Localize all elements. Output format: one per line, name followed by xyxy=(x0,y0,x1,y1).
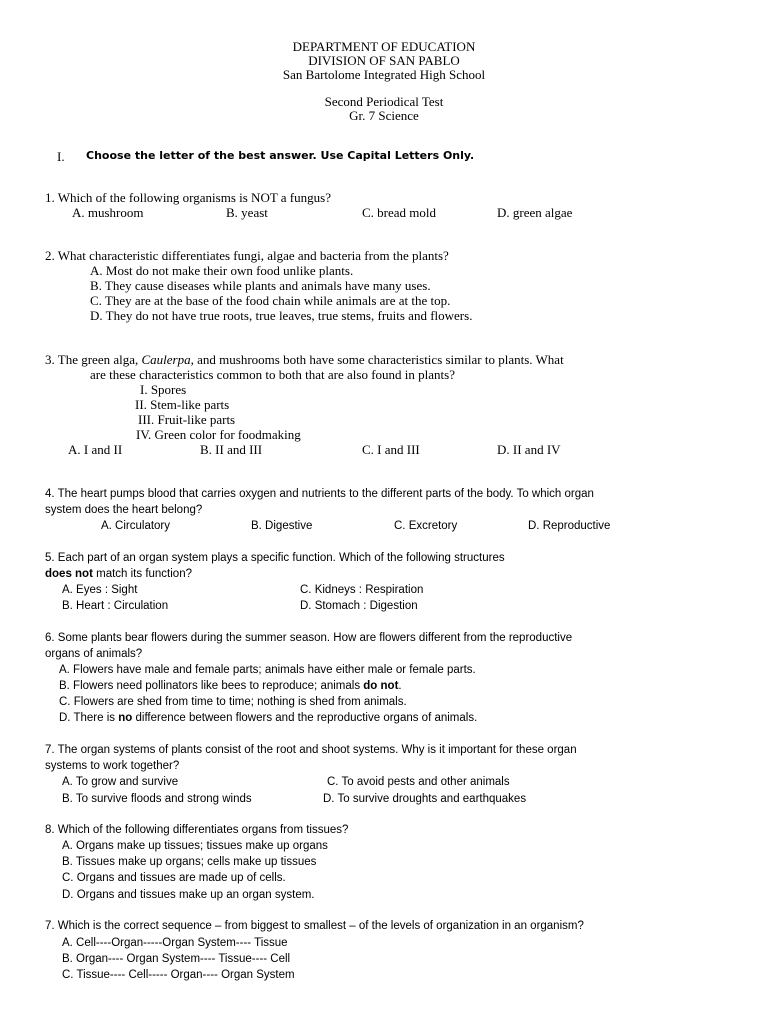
question-3-item-2: II. Stem-like parts xyxy=(135,397,230,412)
question-3-stem xyxy=(45,352,564,367)
question-6-choice-d-end: difference between flowers and the reproductive organs of animals. xyxy=(132,712,478,724)
question-4-choice-c: C. Excretory xyxy=(394,520,458,532)
question-1-choice-a: A. mushroom xyxy=(72,205,144,220)
question-6-stem-line-2: organs of animals? xyxy=(45,648,143,660)
question-3-choice-a: A. I and II xyxy=(68,442,123,457)
question-4-choice-a: A. Circulatory xyxy=(101,520,171,532)
school-name: San Bartolome Integrated High School xyxy=(282,67,486,82)
question-5-choice-c: C. Kidneys : Respiration xyxy=(300,584,424,596)
question-8-choice-d: D. Organs and tissues make up an organ system. xyxy=(62,889,315,901)
division-heading: DIVISION OF SAN PABLO xyxy=(308,53,460,68)
question-4-stem-line-2: system does the heart belong? xyxy=(45,504,203,516)
question-4-choice-b: B. Digestive xyxy=(251,520,313,532)
question-8-stem: 8. Which of the following differentiates organs from tissues? xyxy=(45,824,349,836)
question-5-stem-line-2 xyxy=(45,566,192,582)
question-5-stem: 5. Each part of an organ system plays a specific function. Which of the following structures xyxy=(45,552,505,564)
question-6-choice-d-emphasis: no xyxy=(118,712,133,724)
question-3-choice-c: C. I and III xyxy=(362,442,420,457)
question-3-stem-line-2: are these characteristics common to both that are also found in plants? xyxy=(90,367,455,382)
question-6-choice-b-start: B. Flowers need pollinators like bees to reproduce; animals xyxy=(59,680,364,692)
question-7-choice-a: A. To grow and survive xyxy=(62,776,179,788)
section-number: I. xyxy=(57,149,65,164)
question-7-choice-d: D. To survive droughts and earthquakes xyxy=(323,793,527,805)
question-2-choice-d: D. They do not have true roots, true leaves, true stems, fruits and flowers. xyxy=(90,308,473,323)
question-7-choice-b: B. To survive floods and strong winds xyxy=(62,793,252,805)
question-2-choice-a: A. Most do not make their own food unlike plants. xyxy=(90,263,354,278)
question-8-choice-a: A. Organs make up tissues; tissues make up organs xyxy=(62,840,328,852)
grade-subject: Gr. 7 Science xyxy=(349,108,419,123)
question-2-choice-b: B. They cause diseases while plants and animals have many uses. xyxy=(90,278,431,293)
question-3-item-3: III. Fruit-like parts xyxy=(138,412,236,427)
question-3-stem-species: Caulerpa, xyxy=(141,352,194,367)
question-5-emphasis: does not xyxy=(45,568,93,580)
question-6-choice-b-end: . xyxy=(398,680,402,692)
question-7-stem: 7. The organ systems of plants consist of the root and shoot systems. Why is it important for these organ xyxy=(45,744,577,756)
question-5-choice-a: A. Eyes : Sight xyxy=(62,584,138,596)
question-4-stem: 4. The heart pumps blood that carries oxygen and nutrients to the different parts of the body. To which organ xyxy=(45,488,594,500)
question-1-stem: 1. Which of the following organisms is NOT a fungus? xyxy=(45,190,331,205)
question-6-stem: 6. Some plants bear flowers during the summer season. How are flowers different from the reproductive xyxy=(45,632,573,644)
question-7-choice-c: C. To avoid pests and other animals xyxy=(327,776,510,788)
question-2-choice-c: C. They are at the base of the food chain while animals are at the top. xyxy=(90,293,451,308)
question-9-choice-c: C. Tissue---- Cell----- Organ---- Organ System xyxy=(62,969,295,981)
question-5-choice-d: D. Stomach : Digestion xyxy=(300,600,418,612)
question-6-choice-b xyxy=(59,678,402,694)
question-1-choice-b: B. yeast xyxy=(226,205,268,220)
question-3-item-4: IV. Green color for foodmaking xyxy=(136,427,301,442)
question-1-choice-c: C. bread mold xyxy=(362,205,437,220)
question-8-choice-c: C. Organs and tissues are made up of cells. xyxy=(62,872,286,884)
question-6-choice-c: C. Flowers are shed from time to time; nothing is shed from animals. xyxy=(59,696,407,708)
department-heading: DEPARTMENT OF EDUCATION xyxy=(292,39,476,54)
question-7-stem-line-2: systems to work together? xyxy=(45,760,180,772)
question-6-choice-a: A. Flowers have male and female parts; animals have either male or female parts. xyxy=(59,664,476,676)
question-6-choice-d-start: D. There is xyxy=(59,712,119,724)
question-4-choice-d: D. Reproductive xyxy=(528,520,611,532)
section-instructions: Choose the letter of the best answer. Use Capital Letters Only. xyxy=(86,149,475,162)
question-3-stem-start: 3. The green alga, xyxy=(45,352,142,367)
question-9-choice-b: B. Organ---- Organ System---- Tissue---- Cell xyxy=(62,953,291,965)
question-9-choice-a: A. Cell----Organ-----Organ System---- Tissue xyxy=(62,937,288,949)
question-3-choice-d: D. II and IV xyxy=(497,442,561,457)
question-5-stem-rest: match its function? xyxy=(92,568,192,580)
question-3-choice-b: B. II and III xyxy=(200,442,263,457)
question-6-choice-b-emphasis: do not xyxy=(363,680,399,692)
test-title: Second Periodical Test xyxy=(324,94,444,109)
question-6-choice-d xyxy=(59,710,477,726)
question-9-stem: 7. Which is the correct sequence – from biggest to smallest – of the levels of organization in an organism? xyxy=(45,920,584,932)
question-8-choice-b: B. Tissues make up organs; cells make up tissues xyxy=(62,856,317,868)
question-3-stem-end: and mushrooms both have some characteristics similar to plants. What xyxy=(193,352,564,367)
question-3-item-1: I. Spores xyxy=(140,382,187,397)
question-1-choice-d: D. green algae xyxy=(497,205,573,220)
question-2-stem: 2. What characteristic differentiates fungi, algae and bacteria from the plants? xyxy=(45,248,449,263)
question-5-choice-b: B. Heart : Circulation xyxy=(62,600,169,612)
